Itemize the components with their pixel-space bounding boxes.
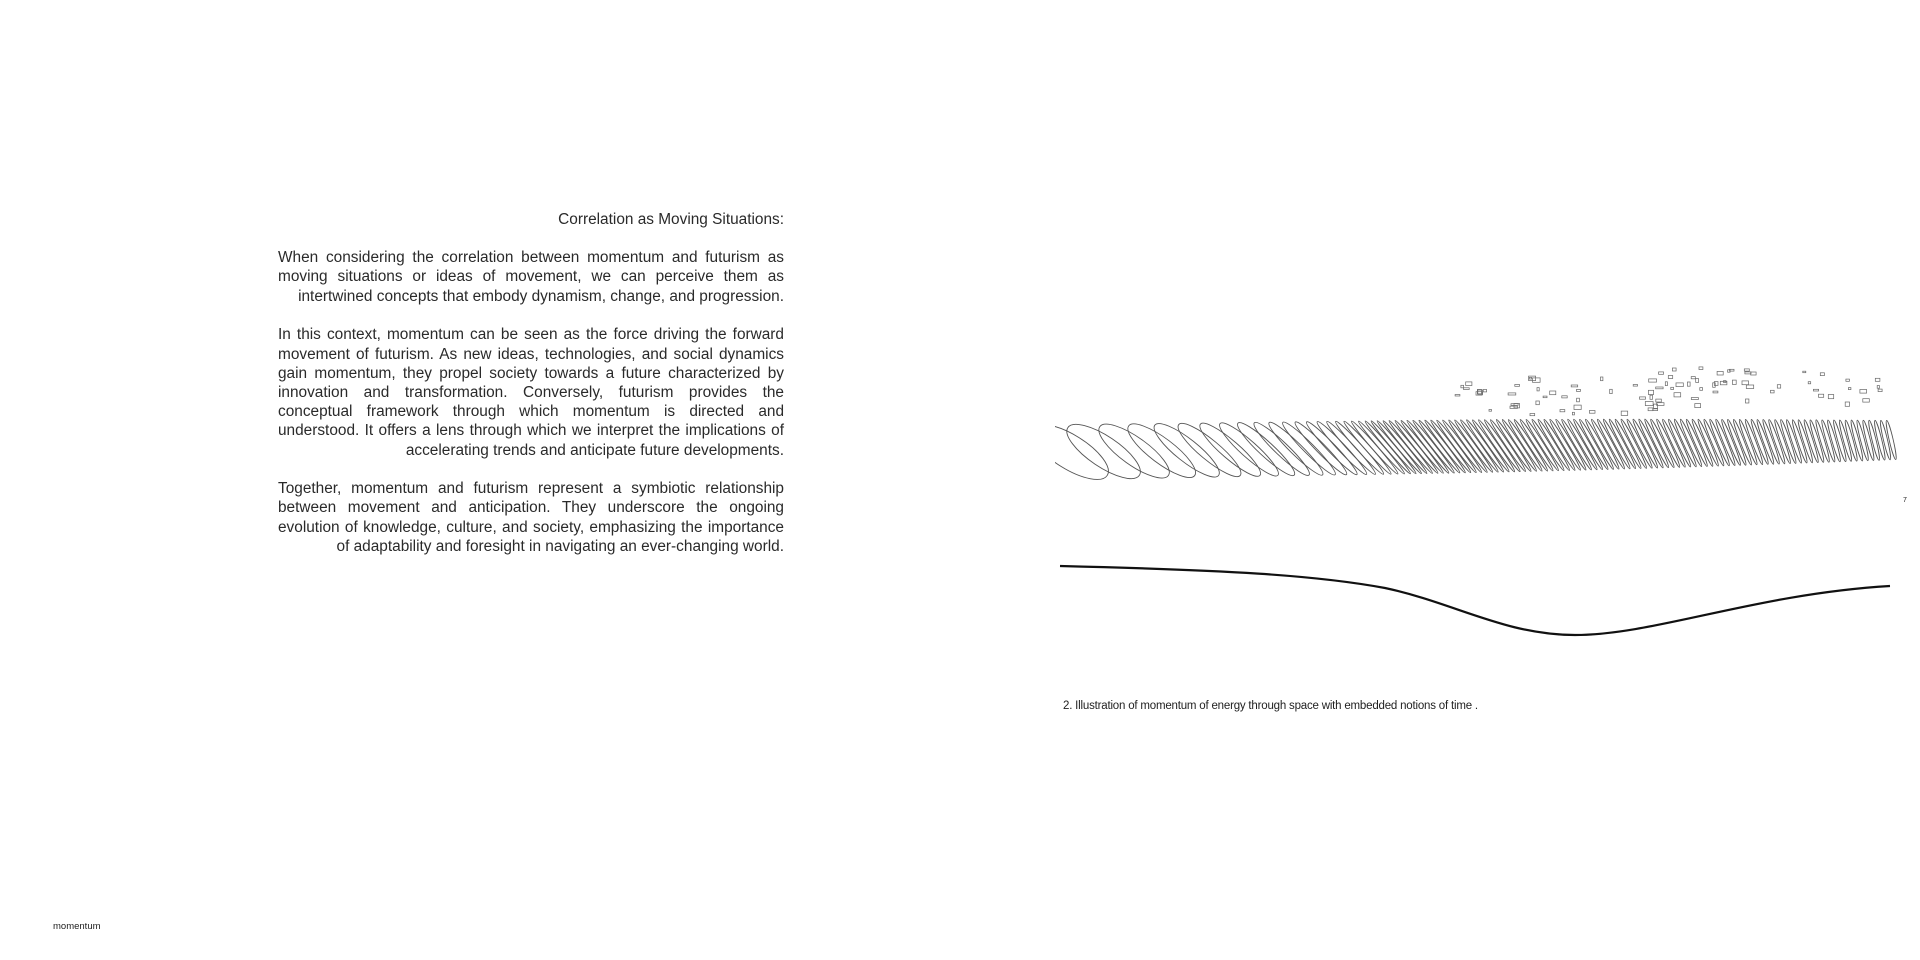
figure-caption: 2. Illustration of momentum of energy through space with embedded notions of time . bbox=[1063, 700, 1478, 712]
energy-loop bbox=[1773, 419, 1792, 464]
body-text-block bbox=[278, 210, 784, 576]
energy-fragment bbox=[1746, 385, 1753, 389]
energy-fragment bbox=[1668, 376, 1672, 379]
energy-fragment bbox=[1536, 401, 1539, 405]
energy-fragment bbox=[1653, 409, 1658, 411]
energy-fragment bbox=[1656, 399, 1662, 402]
energy-fragment bbox=[1687, 382, 1690, 386]
energy-fragment bbox=[1461, 385, 1464, 388]
energy-fragments bbox=[1455, 367, 1882, 416]
energy-fragment bbox=[1671, 387, 1674, 389]
energy-loop bbox=[1779, 419, 1798, 464]
energy-loop bbox=[1548, 418, 1582, 471]
energy-fragment bbox=[1828, 395, 1833, 399]
energy-fragment bbox=[1577, 389, 1581, 391]
energy-loops bbox=[1055, 414, 1898, 489]
energy-fragment bbox=[1860, 390, 1867, 394]
energy-fragment bbox=[1691, 377, 1695, 379]
energy-loop bbox=[1861, 420, 1875, 461]
energy-fragment bbox=[1601, 377, 1603, 381]
energy-fragment bbox=[1695, 404, 1701, 408]
energy-fragment bbox=[1515, 385, 1520, 387]
energy-fragment bbox=[1746, 399, 1749, 403]
energy-fragment bbox=[1562, 396, 1567, 398]
energy-fragment bbox=[1691, 398, 1698, 400]
energy-fragment bbox=[1571, 385, 1578, 387]
energy-fragment bbox=[1533, 378, 1541, 382]
energy-fragment bbox=[1659, 372, 1664, 374]
energy-fragment bbox=[1537, 388, 1539, 391]
energy-fragment bbox=[1863, 399, 1870, 402]
energy-fragment bbox=[1508, 393, 1516, 395]
energy-fragment bbox=[1572, 412, 1574, 415]
energy-loop bbox=[1867, 420, 1881, 461]
energy-fragment bbox=[1610, 389, 1613, 393]
energy-loop bbox=[1059, 415, 1147, 488]
energy-loop bbox=[1885, 420, 1898, 460]
energy-fragment bbox=[1674, 393, 1681, 397]
energy-fragment bbox=[1645, 402, 1653, 406]
energy-fragment bbox=[1621, 411, 1628, 415]
energy-loop bbox=[1542, 418, 1576, 471]
page-number: 7 bbox=[1903, 497, 1907, 504]
energy-fragment bbox=[1813, 389, 1818, 391]
energy-fragment bbox=[1777, 385, 1780, 388]
energy-fragment bbox=[1640, 397, 1646, 399]
energy-fragment bbox=[1574, 405, 1581, 409]
energy-fragment bbox=[1577, 398, 1580, 402]
energy-fragment bbox=[1742, 381, 1749, 385]
energy-fragment bbox=[1751, 372, 1756, 375]
energy-fragment bbox=[1529, 376, 1536, 381]
energy-fragment bbox=[1543, 396, 1547, 398]
section-heading: Correlation as Moving Situations: bbox=[558, 211, 784, 228]
energy-fragment bbox=[1466, 382, 1472, 386]
energy-fragment bbox=[1676, 383, 1683, 387]
energy-fragment bbox=[1808, 382, 1811, 384]
time-wave-curve bbox=[1060, 566, 1890, 635]
energy-fragment bbox=[1672, 368, 1676, 371]
energy-fragment bbox=[1650, 395, 1653, 399]
paragraph-2: In this context, momentum can be seen as the force driving the forward movement of futurism. As new ideas, technologies, and social dynamics gain momentum, they propel society towards a future characterized by innovation and transformation. Conversely, futurism provides the conceptual framework through which momentum is directed and understood. It offers a lens through which we interpret the implications of accelerating trends and anticipate future developments. bbox=[278, 326, 784, 459]
paragraph-3: Together, momentum and futurism represent a symbiotic relationship between movement and anticipation. They underscore the ongoing evolution of knowledge, culture, and society, emphasizing the importance of adaptability and foresight in navigating an ever-changing world. bbox=[278, 480, 784, 555]
energy-loop bbox=[1172, 417, 1246, 483]
energy-fragment bbox=[1656, 387, 1663, 389]
energy-fragment bbox=[1464, 388, 1470, 390]
paragraph-1: When considering the correlation between momentum and futurism as moving situations or ideas of movement, we can perceive them as intertwined concepts that embody dynamism, change, and progression. bbox=[278, 249, 784, 305]
energy-loop bbox=[1304, 419, 1361, 478]
energy-fragment bbox=[1744, 369, 1749, 371]
energy-fragment bbox=[1633, 385, 1637, 387]
energy-loop bbox=[1092, 415, 1177, 486]
energy-fragment bbox=[1713, 383, 1716, 388]
energy-fragment bbox=[1529, 377, 1532, 379]
energy-fragment bbox=[1514, 404, 1520, 408]
energy-fragment bbox=[1877, 386, 1879, 389]
energy-loop bbox=[1536, 418, 1571, 471]
energy-loop bbox=[1879, 420, 1892, 460]
energy-fragment bbox=[1717, 371, 1723, 375]
energy-fragment bbox=[1732, 380, 1736, 384]
momentum-illustration bbox=[1055, 360, 1915, 650]
energy-fragment bbox=[1803, 371, 1806, 373]
energy-fragment bbox=[1589, 411, 1595, 414]
energy-fragment bbox=[1713, 391, 1718, 393]
energy-fragment bbox=[1560, 410, 1565, 412]
energy-loop bbox=[1265, 418, 1327, 479]
footer-label: momentum bbox=[53, 921, 101, 932]
energy-fragment bbox=[1455, 395, 1460, 397]
momentum-drawing bbox=[1055, 360, 1915, 650]
energy-fragment bbox=[1848, 388, 1851, 390]
energy-fragment bbox=[1878, 389, 1882, 392]
energy-fragment bbox=[1820, 373, 1824, 376]
energy-fragment bbox=[1649, 379, 1657, 382]
energy-fragment bbox=[1648, 390, 1653, 394]
energy-loop bbox=[1791, 419, 1809, 463]
energy-fragment bbox=[1696, 379, 1699, 383]
energy-loop bbox=[1554, 418, 1587, 471]
energy-fragment bbox=[1700, 388, 1703, 391]
energy-fragment bbox=[1648, 408, 1653, 411]
energy-fragment bbox=[1819, 394, 1824, 397]
energy-loop bbox=[1873, 420, 1887, 461]
energy-fragment bbox=[1489, 410, 1492, 412]
energy-fragment bbox=[1530, 414, 1535, 416]
energy-fragment bbox=[1745, 372, 1751, 374]
energy-fragment bbox=[1846, 379, 1850, 381]
energy-fragment bbox=[1511, 404, 1518, 406]
energy-fragment bbox=[1483, 390, 1486, 392]
energy-loop bbox=[1121, 416, 1202, 486]
energy-fragment bbox=[1875, 378, 1880, 381]
energy-fragment bbox=[1550, 391, 1556, 395]
energy-fragment bbox=[1665, 382, 1667, 386]
energy-loop bbox=[1785, 419, 1803, 464]
energy-fragment bbox=[1771, 390, 1775, 393]
energy-loop bbox=[1797, 419, 1815, 463]
energy-fragment bbox=[1845, 402, 1849, 406]
energy-fragment bbox=[1699, 367, 1703, 370]
